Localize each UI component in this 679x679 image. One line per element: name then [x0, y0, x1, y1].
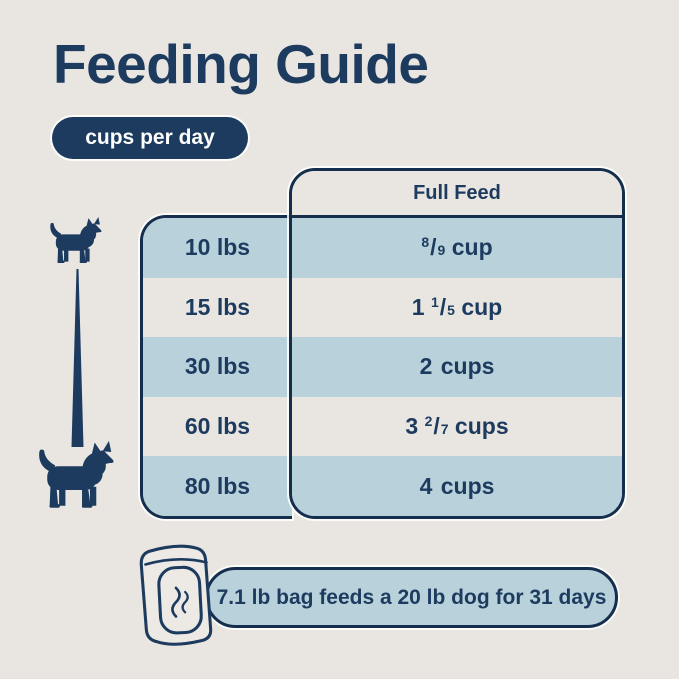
- footnote-pill: [205, 567, 618, 628]
- table-row-weight: [143, 337, 292, 397]
- table-row-weight: [143, 218, 292, 278]
- small-dog-icon: [46, 217, 106, 266]
- table-row-weight: [143, 456, 292, 516]
- feed-value: 2 cups: [419, 353, 495, 380]
- cups-per-day-badge: [52, 117, 248, 159]
- dog-food-bag-icon: [133, 539, 221, 647]
- table-row-weight: [143, 278, 292, 338]
- table-row-value: [292, 278, 622, 338]
- full-feed-column: [289, 168, 625, 519]
- weight-label: 15 lbs: [184, 293, 251, 320]
- weight-label: 10 lbs: [184, 234, 251, 261]
- table-row-value: [292, 456, 622, 516]
- table-row-value: [292, 337, 622, 397]
- feed-value: 4 cups: [419, 472, 495, 499]
- footnote-text: 7.1 lb bag feeds a 20 lb dog for 31 days: [216, 585, 607, 609]
- table-row-value: [292, 218, 622, 278]
- cups-per-day-label: cups per day: [85, 126, 215, 149]
- column-header-label: Full Feed: [413, 181, 501, 204]
- table-row-value: [292, 397, 622, 457]
- feed-value: 1 $^1$/5 cup: [411, 293, 503, 320]
- feed-value: $^8$/9 cup: [421, 234, 493, 261]
- size-scale-line: [69, 269, 86, 447]
- weight-column: [140, 215, 292, 519]
- weight-label: 30 lbs: [184, 353, 251, 380]
- feed-value: 3 $^2$/7 cups: [405, 413, 509, 440]
- page-title: Feeding Guide: [53, 33, 429, 95]
- weight-label: 60 lbs: [184, 413, 251, 440]
- large-dog-icon: [33, 440, 120, 513]
- weight-label: 80 lbs: [184, 472, 251, 499]
- table-row-weight: [143, 397, 292, 457]
- column-header: [292, 171, 622, 218]
